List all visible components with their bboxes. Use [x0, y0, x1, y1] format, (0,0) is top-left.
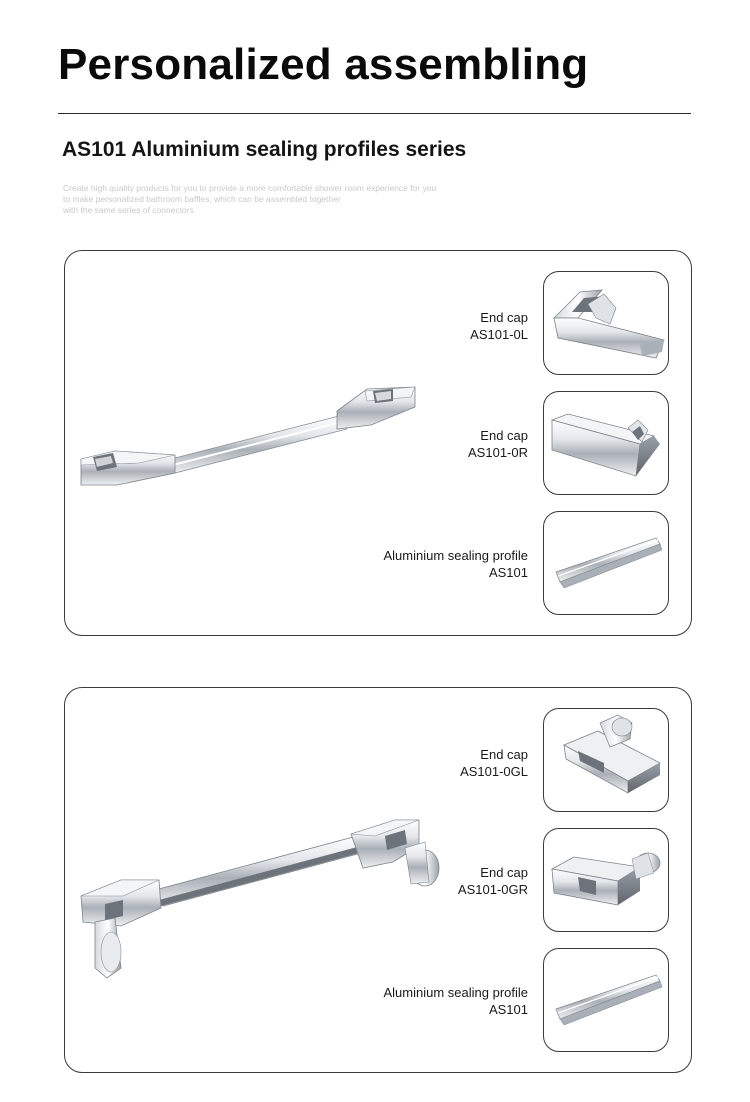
sealing-profile-icon — [544, 949, 668, 1051]
part-code: AS101-0GL — [460, 764, 528, 779]
description-line: with the same series of connectors — [63, 205, 194, 215]
part-label — [468, 427, 528, 461]
part-name: End cap — [480, 310, 528, 325]
end-cap-right-icon — [544, 392, 668, 494]
part-code: AS101 — [488, 565, 528, 580]
product-panel-hinged — [64, 687, 692, 1073]
part-code: AS101-0L — [470, 327, 528, 342]
part-thumbnail — [543, 828, 669, 932]
part-label — [383, 547, 528, 581]
part-code: AS101 — [488, 1002, 528, 1017]
end-cap-gr-icon — [544, 829, 668, 931]
part-label — [470, 309, 528, 343]
description-line: to make personalized bathroom baffles, which can be assembled together — [63, 194, 341, 204]
part-name: End cap — [480, 428, 528, 443]
product-panel-straight — [64, 250, 692, 636]
straight-connector-rod-image — [75, 381, 435, 511]
end-cap-left-icon — [544, 272, 668, 374]
part-code: AS101-0GR — [457, 882, 528, 897]
hinged-connector-rod-image — [75, 818, 455, 988]
part-thumbnail — [543, 511, 669, 615]
sealing-profile-icon — [544, 512, 668, 614]
part-thumbnail — [543, 948, 669, 1052]
part-thumbnail — [543, 391, 669, 495]
part-label — [383, 984, 528, 1018]
part-thumbnail — [543, 271, 669, 375]
part-label — [460, 746, 528, 780]
page-title: Personalized assembling — [58, 40, 589, 89]
part-thumbnail — [543, 708, 669, 812]
series-subtitle: AS101 Aluminium sealing profiles series — [62, 138, 467, 161]
part-name: End cap — [480, 747, 528, 762]
part-code: AS101-0R — [468, 445, 528, 460]
part-name: Aluminium sealing profile — [383, 548, 528, 563]
title-divider — [58, 113, 691, 114]
part-label — [458, 864, 528, 898]
part-name: Aluminium sealing profile — [383, 985, 528, 1000]
series-description — [63, 183, 483, 216]
part-name: End cap — [480, 865, 528, 880]
end-cap-gl-icon — [544, 709, 668, 811]
description-line: Create high quality products for you to provide a more comfortable shower room experience for you — [63, 183, 437, 193]
